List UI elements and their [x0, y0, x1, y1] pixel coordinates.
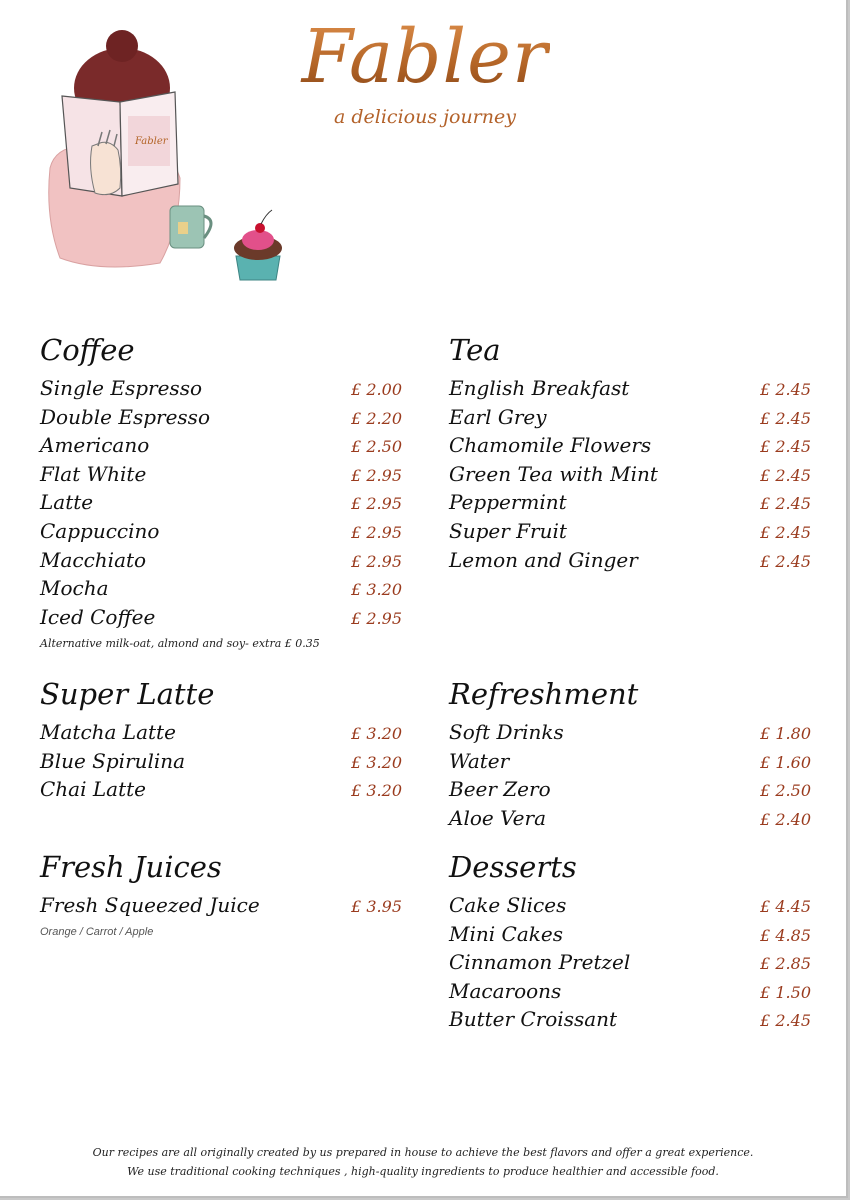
item-name: Macchiato	[40, 547, 147, 572]
item-price: £ 3.95	[351, 897, 402, 916]
item-name: Cappuccino	[40, 518, 160, 543]
item-price: £ 3.20	[351, 580, 402, 600]
item-name: English Breakfast	[449, 376, 630, 400]
item-name: Single Espresso	[40, 376, 203, 400]
section-tea	[449, 332, 811, 574]
item-price: £ 2.45	[760, 494, 811, 514]
item-name: Latte	[40, 490, 94, 515]
item-price: £ 2.50	[351, 437, 402, 457]
menu-item	[40, 574, 402, 603]
item-price: £ 2.45	[760, 522, 811, 542]
item-price: £ 2.95	[351, 522, 402, 542]
brand-header	[300, 14, 550, 128]
item-price: £ 2.45	[760, 437, 811, 457]
item-name: Matcha Latte	[40, 720, 176, 744]
section-title: Desserts	[449, 850, 577, 884]
section-fresh-juices	[40, 849, 402, 938]
menu-item	[449, 546, 811, 575]
item-price: £ 2.95	[351, 608, 402, 628]
item-name: Flat White	[40, 461, 147, 486]
item-price: £ 2.45	[760, 551, 811, 571]
item-name: Mocha	[40, 576, 109, 601]
item-list	[449, 891, 811, 1034]
section-title: Super Latte	[40, 677, 215, 711]
item-name: Lemon and Ginger	[449, 547, 638, 572]
item-name: Chai Latte	[40, 777, 146, 802]
section-title: Coffee	[40, 333, 135, 367]
item-price: £ 1.60	[760, 752, 811, 772]
item-price: £ 2.00	[351, 380, 402, 399]
item-price: £ 2.45	[760, 465, 811, 485]
menu-item	[449, 804, 811, 833]
section-desserts	[449, 849, 811, 1034]
menu-item	[449, 718, 811, 747]
item-price: £ 4.45	[760, 897, 811, 916]
menu-item	[40, 775, 402, 804]
menu-item	[449, 747, 811, 776]
menu-item	[40, 374, 402, 403]
menu-item	[40, 891, 402, 920]
item-price: £ 2.85	[760, 954, 811, 974]
item-price: £ 2.45	[760, 380, 811, 399]
item-name: Mini Cakes	[449, 921, 563, 946]
section-super-latte	[40, 676, 402, 804]
menu-item	[449, 891, 811, 920]
menu-item	[40, 403, 402, 432]
item-name: Americano	[40, 433, 150, 458]
item-price: £ 2.95	[351, 494, 402, 514]
item-name: Water	[449, 748, 510, 773]
juice-flavors-note: Orange / Carrot / Apple	[40, 925, 154, 938]
item-price: £ 4.85	[760, 925, 811, 945]
item-name: Cake Slices	[449, 893, 567, 917]
menu-item	[40, 460, 402, 489]
item-name: Super Fruit	[449, 518, 567, 543]
menu-item	[449, 517, 811, 546]
item-price: £ 3.20	[351, 781, 402, 801]
menu-item	[40, 603, 402, 632]
brand-logo: Fabler	[301, 14, 549, 100]
item-list	[449, 374, 811, 574]
menu-item	[449, 460, 811, 489]
menu-item	[40, 488, 402, 517]
item-name: Macaroons	[449, 978, 562, 1003]
menu-item	[449, 920, 811, 949]
menu-item	[449, 374, 811, 403]
menu-item	[40, 431, 402, 460]
menu-item	[449, 431, 811, 460]
item-name: Blue Spirulina	[40, 748, 186, 773]
footer-line-1: Our recipes are all originally created by us prepared in house to achieve the best flavors and offer a great experience.	[92, 1146, 754, 1159]
section-title: Fresh Juices	[40, 850, 222, 884]
item-list	[40, 891, 402, 920]
menu-item	[449, 403, 811, 432]
menu-item	[40, 718, 402, 747]
footer-line-2: We use traditional cooking techniques , high-quality ingredients to produce healthier and accessible food.	[127, 1165, 719, 1178]
menu-item	[449, 1005, 811, 1034]
item-price: £ 1.80	[760, 724, 811, 743]
section-title: Tea	[449, 333, 501, 367]
item-name: Green Tea with Mint	[449, 461, 658, 486]
item-name: Butter Croissant	[449, 1007, 618, 1032]
menu-item	[40, 747, 402, 776]
item-price: £ 2.40	[760, 809, 811, 829]
footer-statement	[0, 1143, 846, 1181]
item-list	[40, 374, 402, 631]
menu-item	[449, 977, 811, 1006]
item-price: £ 2.20	[351, 408, 402, 428]
item-price: £ 3.20	[351, 724, 402, 743]
menu-item	[40, 546, 402, 575]
reading-girl-illustration	[40, 28, 300, 288]
menu-item	[449, 488, 811, 517]
item-list	[449, 718, 811, 832]
menu-item	[449, 775, 811, 804]
book-cover-label: Fabler	[135, 136, 168, 147]
menu-item	[449, 948, 811, 977]
item-price: £ 2.50	[760, 781, 811, 801]
item-name: Aloe Vera	[449, 805, 547, 830]
item-price: £ 2.95	[351, 551, 402, 571]
section-refreshment	[449, 676, 811, 832]
item-name: Double Espresso	[40, 404, 210, 429]
item-name: Iced Coffee	[40, 604, 156, 629]
section-title: Refreshment	[449, 677, 639, 711]
item-name: Cinnamon Pretzel	[449, 950, 631, 975]
menu-item	[40, 517, 402, 546]
item-name: Beer Zero	[449, 777, 551, 802]
item-price: £ 2.95	[351, 465, 402, 485]
item-name: Fresh Squeezed Juice	[40, 893, 260, 917]
brand-tagline: a delicious journey	[334, 106, 516, 128]
item-price: £ 2.45	[760, 1011, 811, 1031]
item-list	[40, 718, 402, 804]
section-coffee	[40, 332, 402, 650]
milk-note: Alternative milk-oat, almond and soy- extra £ 0.35	[40, 637, 320, 651]
item-name: Soft Drinks	[449, 720, 564, 744]
item-price: £ 3.20	[351, 752, 402, 772]
item-name: Earl Grey	[449, 404, 547, 429]
item-name: Chamomile Flowers	[449, 433, 652, 458]
item-name: Peppermint	[449, 490, 567, 515]
item-price: £ 2.45	[760, 408, 811, 428]
item-price: £ 1.50	[760, 982, 811, 1002]
